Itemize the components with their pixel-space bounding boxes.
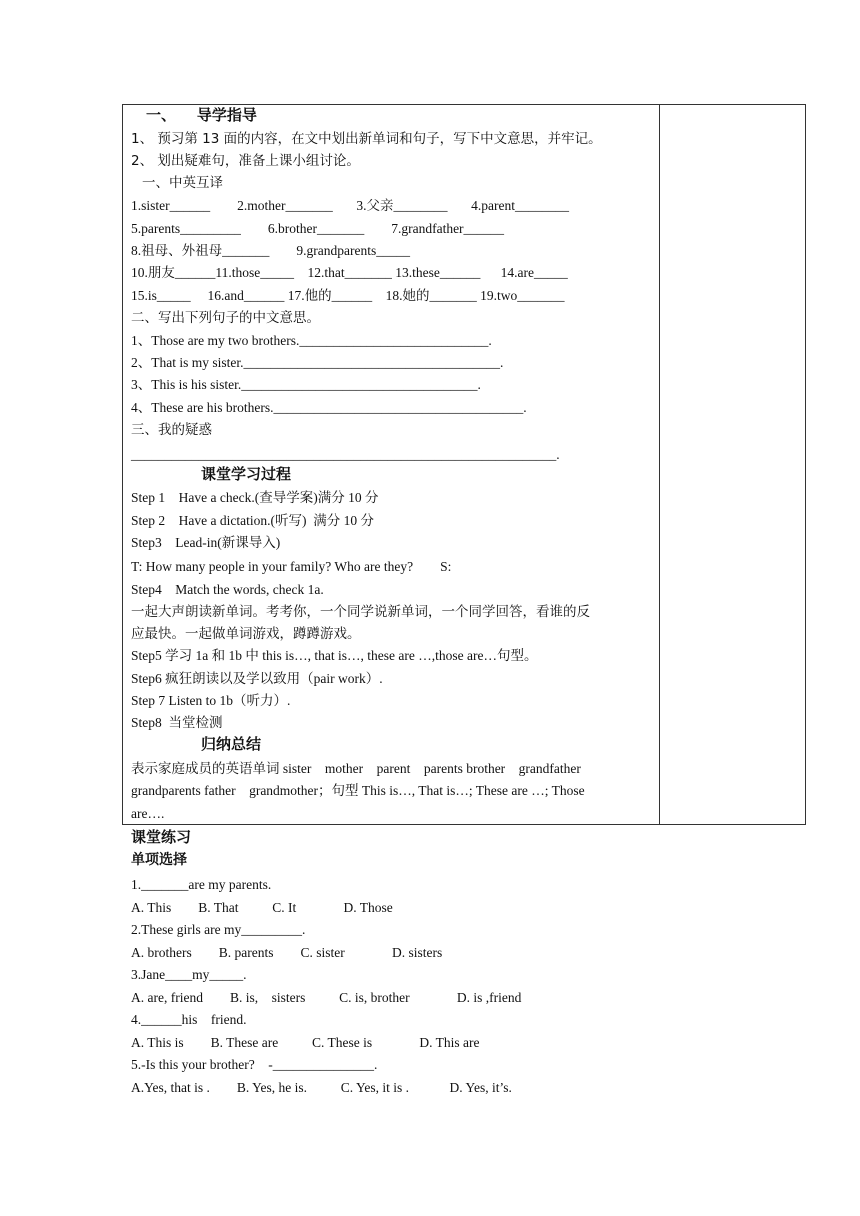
table-column-divider xyxy=(659,105,660,824)
sentence-line: 3、This is his sister.___________________________________. xyxy=(131,377,481,392)
guide-instruction: 2、 划出疑难句，准备上课小组讨论。 xyxy=(131,153,360,169)
guide-heading: 一、 导学指导 xyxy=(146,106,257,124)
vocab-line: 15.is_____ 16.and______ 17.他的______ 18.她的_______ 19.two_______ xyxy=(131,288,565,303)
process-step: Step3 Lead-in(新课导入) xyxy=(131,535,281,550)
options-line: A. brothers B. parents C. sister D. sisters xyxy=(131,945,443,960)
summary-line: 表示家庭成员的英语单词 sister mother parent parents brother grandfather xyxy=(131,761,581,776)
process-step: Step8 当堂检测 xyxy=(131,715,223,730)
translate-heading: 一、中英互译 xyxy=(142,175,223,191)
practice-subheading: 单项选择 xyxy=(131,852,187,868)
process-step: Step 2 Have a dictation.(听写) 满分 10 分 xyxy=(131,513,374,528)
options-line: A. This B. That C. It D. Those xyxy=(131,900,393,915)
guide-instruction: 1、 预习第 13 面的内容，在文中划出新单词和句子，写下中文意思，并牢记。 xyxy=(131,131,602,147)
vocab-line: 1.sister______ 2.mother_______ 3.父亲________ 4.parent________ xyxy=(131,198,569,213)
summary-heading: 归纳总结 xyxy=(201,735,262,753)
question-line: 5.-Is this your brother? -_______________. xyxy=(131,1057,378,1072)
options-line: A.Yes, that is . B. Yes, he is. C. Yes, it is . D. Yes, it’s. xyxy=(131,1080,512,1095)
vocab-line: 10.朋友______11.those_____ 12.that_______ 13.these______ 14.are_____ xyxy=(131,265,568,280)
sentence-line: 1、Those are my two brothers.____________________________. xyxy=(131,333,492,348)
options-line: A. This is B. These are C. These is D. This are xyxy=(131,1035,480,1050)
process-step: T: How many people in your family? Who are they? S: xyxy=(131,559,452,574)
question-line: 1._______are my parents. xyxy=(131,877,272,892)
vocab-line: 5.parents_________ 6.brother_______ 7.grandfather______ xyxy=(131,221,505,236)
process-step: Step6 疯狂朗读以及学以致用（pair work）. xyxy=(131,671,383,686)
process-step: 应最快。一起做单词游戏，蹲蹲游戏。 xyxy=(131,626,361,642)
question-line: 3.Jane____my_____. xyxy=(131,967,247,982)
process-step: 一起大声朗读新单词。考考你，一个同学说新单词，一个同学回答，看谁的反 xyxy=(131,604,590,620)
sentence-line: 2、That is my sister.______________________________________. xyxy=(131,355,504,370)
process-step: Step 1 Have a check.(查导学案)满分 10 分 xyxy=(131,490,379,505)
summary-line: are…. xyxy=(131,806,165,821)
practice-heading: 课堂练习 xyxy=(131,828,192,846)
process-heading: 课堂学习过程 xyxy=(201,465,292,483)
summary-line: grandparents father grandmother；句型 This is…, That is…; These are …; Those xyxy=(131,783,585,798)
vocab-line: 8.祖母、外祖母_______ 9.grandparents_____ xyxy=(131,243,410,258)
doubt-answer-line: _______________________________________________________________. xyxy=(131,447,560,462)
process-step: Step4 Match the words, check 1a. xyxy=(131,582,324,597)
sentence-heading: 二、写出下列句子的中文意思。 xyxy=(131,310,320,326)
options-line: A. are, friend B. is, sisters C. is, brother D. is ,friend xyxy=(131,990,522,1005)
process-step: Step 7 Listen to 1b（听力）. xyxy=(131,693,291,708)
question-line: 4.______his friend. xyxy=(131,1012,247,1027)
question-line: 2.These girls are my_________. xyxy=(131,922,306,937)
process-step: Step5 学习 1a 和 1b 中 this is…, that is…, these are …,those are…句型。 xyxy=(131,648,538,663)
sentence-line: 4、These are his brothers._____________________________________. xyxy=(131,400,527,415)
doubt-heading: 三、我的疑惑 xyxy=(131,422,212,438)
